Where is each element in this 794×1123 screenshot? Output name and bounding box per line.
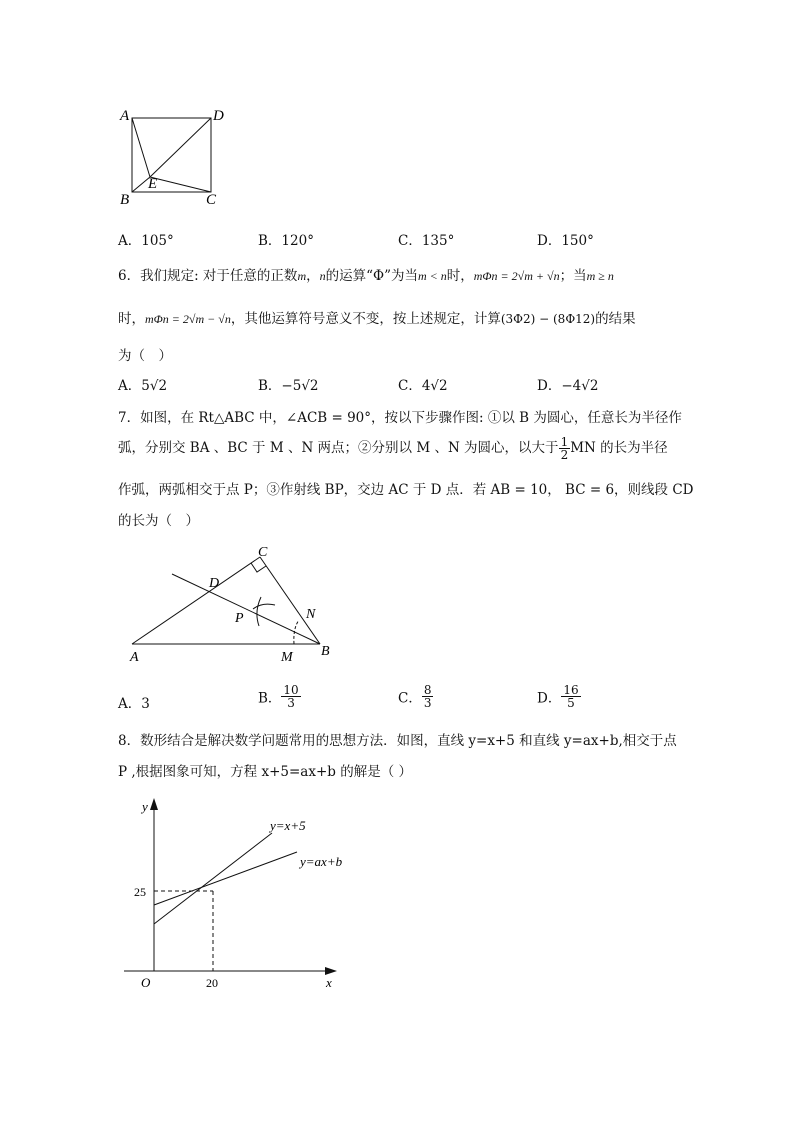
label-d: D xyxy=(213,108,224,124)
q7-line-1: 7．如图，在 Rt△ABC 中，∠ACB = 90°，按以下步骤作图: ①以 B 为圆心，任意长为半径作 xyxy=(118,410,682,426)
q7-option-b-fraction xyxy=(281,684,300,709)
q5-option-a[interactable]: A．105° xyxy=(118,233,174,249)
segment-ae xyxy=(132,118,150,177)
q6-var-n: n xyxy=(319,269,326,283)
x-axis-arrow xyxy=(325,967,337,975)
q7-option-c-den: 3 xyxy=(423,696,432,710)
q8-line-1: 8．数形结合是解决数学问题常用的思想方法．如图，直线 y=x+5 和直线 y=ax+b,相交于点 xyxy=(118,733,677,749)
y-axis-label: y xyxy=(142,799,148,814)
line-1-label: y=x+5 xyxy=(270,818,306,833)
q7-option-c[interactable] xyxy=(398,684,433,709)
label-n: N xyxy=(306,607,316,622)
q8-graph-figure xyxy=(120,795,360,995)
line-y-ax-plus-b xyxy=(154,852,297,905)
arc-mn xyxy=(294,620,299,644)
q7-option-b-num: 10 xyxy=(283,683,299,697)
x-axis-label: x xyxy=(326,975,332,990)
q6-sep: ， xyxy=(306,268,320,284)
q7-option-b[interactable] xyxy=(258,684,301,709)
q7-line-2a: 弧，分别交 BA 、BC 于 M 、N 两点；②分别以 M 、N 为圆心，以大于 xyxy=(118,440,559,456)
q7-option-d-den: 5 xyxy=(567,696,575,710)
q6-formula-1: mΦn = 2√m + √n xyxy=(473,269,560,283)
label-c: C xyxy=(206,192,217,208)
label-d: D xyxy=(209,576,220,591)
q6-text-2: 的运算“Φ”为当 xyxy=(325,268,418,284)
line-2-label: y=ax+b xyxy=(300,854,343,869)
q6-line-3: 为（ ） xyxy=(118,348,172,364)
q6-text-4: ；当 xyxy=(559,268,587,284)
q7-option-d-label: D． xyxy=(537,690,562,707)
ray-bp xyxy=(172,574,320,644)
q7-triangle-figure xyxy=(125,542,340,667)
label-p: P xyxy=(235,611,244,626)
q7-frac-num: 1 xyxy=(560,435,569,449)
q5-option-d[interactable]: D．150° xyxy=(537,233,594,249)
q7-line-4: 的长为（ ） xyxy=(118,513,199,529)
q6-option-c[interactable]: C．4√2 xyxy=(398,378,448,394)
q7-option-d[interactable] xyxy=(537,684,581,709)
q6-text-7: 的结果 xyxy=(595,311,636,327)
q6-expression: (3Φ2) − (8Φ12) xyxy=(500,312,596,326)
q6-formula-2: mΦn = 2√m − √n xyxy=(145,312,231,326)
y-axis-arrow xyxy=(150,798,158,810)
q6-option-b[interactable]: B．−5√2 xyxy=(258,378,319,394)
q6-cond-2: m ≥ n xyxy=(586,269,614,283)
q6-text-5: 时， xyxy=(118,311,145,327)
label-b: B xyxy=(321,644,330,659)
q6-line-1 xyxy=(118,264,614,284)
q7-fraction-half xyxy=(559,436,571,461)
segment-de xyxy=(150,118,211,177)
q6-var-m: m xyxy=(297,269,307,283)
origin-label: O xyxy=(141,975,151,990)
right-angle-mark xyxy=(251,563,266,572)
q6-text-1: 我们规定: 对于任意的正数 xyxy=(140,268,298,284)
label-e: E xyxy=(148,176,158,192)
q6-cond-1: m < n xyxy=(417,269,447,283)
q7-option-c-num: 8 xyxy=(423,683,432,697)
y-tick-label: 25 xyxy=(134,885,146,899)
q7-line-2 xyxy=(118,436,668,461)
label-m: M xyxy=(281,650,293,665)
q7-option-d-num: 16 xyxy=(563,683,579,697)
arc-p-2 xyxy=(257,597,261,626)
q7-option-a[interactable]: A．3 xyxy=(118,696,150,712)
q7-option-c-label: C． xyxy=(398,690,422,707)
q7-option-b-den: 3 xyxy=(287,696,295,710)
segment-ac xyxy=(132,557,260,644)
q7-frac-den: 2 xyxy=(560,448,569,462)
q7-line-3: 作弧，两弧相交于点 P；③作射线 BP，交边 AC 于 D 点．若 AB = 10， BC = 6，则线段 CD xyxy=(118,482,694,498)
q6-line-2 xyxy=(118,307,636,327)
label-a: A xyxy=(130,650,139,665)
segment-ce xyxy=(150,177,211,192)
q5-square-figure xyxy=(112,100,242,212)
q5-option-b[interactable]: B．120° xyxy=(258,233,314,249)
q6-number: 6． xyxy=(118,268,141,284)
q7-option-d-fraction xyxy=(561,684,580,709)
q6-option-d[interactable]: D．−4√2 xyxy=(537,378,599,394)
arc-p-1 xyxy=(253,604,275,609)
q7-option-c-fraction xyxy=(422,684,434,709)
q6-option-a[interactable]: A．5√2 xyxy=(118,378,168,394)
label-b: B xyxy=(120,192,130,208)
label-c: C xyxy=(258,545,268,560)
label-a: A xyxy=(120,108,130,124)
q8-line-2: P ,根据图象可知，方程 x+5=ax+b 的解是（ ） xyxy=(118,764,412,780)
q6-text-3: 时， xyxy=(446,268,474,284)
q7-line-2b: MN 的长为半径 xyxy=(570,440,668,456)
q6-text-6: ，其他运算符号意义不变，按上述规定，计算 xyxy=(230,311,501,327)
segment-cb xyxy=(260,557,320,644)
q7-option-b-label: B． xyxy=(258,690,282,707)
line-y-x-plus-5 xyxy=(154,833,272,924)
q5-option-c[interactable]: C．135° xyxy=(398,233,455,249)
x-tick-label: 20 xyxy=(206,976,218,990)
